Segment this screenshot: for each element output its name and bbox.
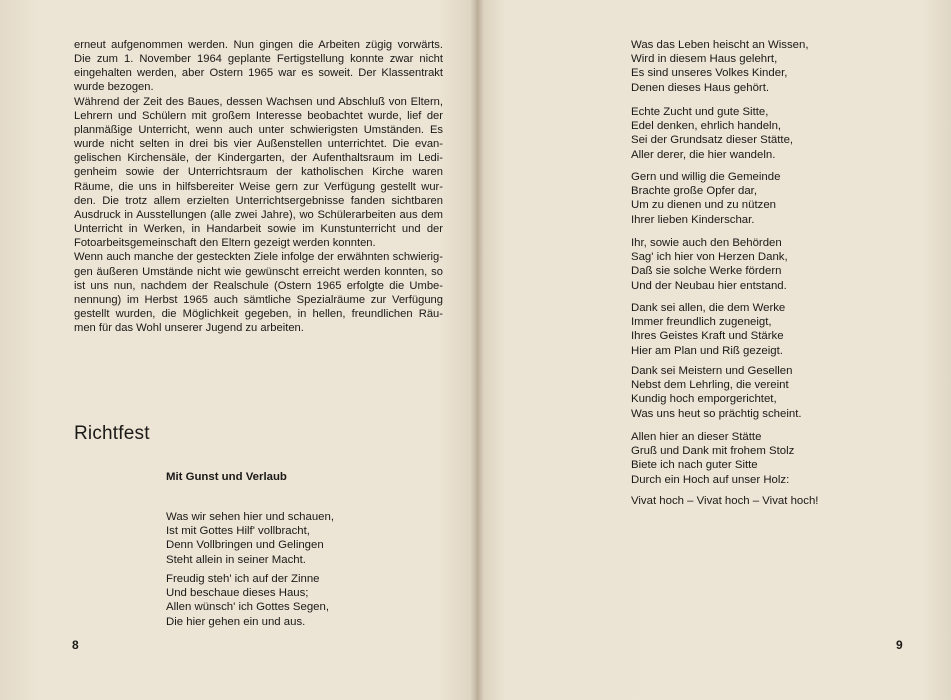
verse-line: Nebst dem Lehrling, die vereint [631, 379, 789, 392]
page-number-right: 9 [896, 638, 903, 652]
text-line: Die zum 1. November 1964 geplante Fertigstellung konnte zwar nicht [74, 53, 443, 66]
poem-stanza [631, 301, 785, 358]
text-line: Wenn auch manche der gesteckten Ziele infolge der erwähnten schwierig- [74, 251, 443, 264]
poem-stanza [631, 364, 802, 421]
text-line: genheim sowie der Unterrichtsraum der katholischen Kirche waren [74, 166, 443, 179]
verse-line: Und der Neubau hier entstand. [631, 279, 787, 292]
verse-line: Durch ein Hoch auf unser Holz: [631, 473, 790, 486]
text-line: nennung) im Herbst 1965 auch sämtliche Spezialräume zur Verfügung [74, 293, 443, 306]
poem-stanza [166, 510, 334, 567]
verse-line: Und beschaue dieses Haus; [166, 587, 309, 600]
verse-line: Brachte große Opfer dar, [631, 185, 757, 198]
verse-line: Ihres Geistes Kraft und Stärke [631, 330, 784, 343]
verse-line: Die hier gehen ein und aus. [166, 615, 306, 628]
text-line: gelischen Kirchensäle, der Kindergarten, der Aufenthaltsraum im Ledi- [74, 152, 443, 165]
text-line: gestellt wurden, die Möglichkeit gegeben, in hellen, freundlichen Räu- [74, 307, 443, 320]
verse-line: Biete ich nach guter Sitte [631, 459, 758, 472]
right-page [476, 0, 951, 700]
paragraph-outlook [74, 250, 443, 335]
verse-line: Was das Leben heischt an Wissen, [631, 39, 809, 51]
poem-stanza [631, 236, 788, 293]
poem-stanza [166, 572, 329, 629]
text-line: gen äußeren Umstände nicht wie gewünscht erreicht werden konnten, so [74, 265, 443, 278]
verse-line: Echte Zucht und gute Sitte, [631, 106, 769, 118]
verse-line: Was uns heut so prächtig scheint. [631, 407, 802, 420]
verse-line: Allen hier an dieser Stätte [631, 431, 762, 443]
verse-line: Dank sei Meistern und Gesellen [631, 365, 793, 377]
verse-line: Dank sei allen, die dem Werke [631, 302, 786, 314]
verse-line: Was wir sehen hier und schauen, [166, 511, 334, 523]
page-number-left: 8 [72, 638, 79, 652]
verse-line: Daß sie solche Werke fördern [631, 265, 782, 278]
verse-line: Freudig steh' ich auf der Zinne [166, 573, 320, 585]
poem-stanza [631, 105, 793, 162]
verse-line: Sei der Grundsatz dieser Stätte, [631, 134, 794, 147]
text-line: Fotoarbeitsgemeinschaft den Eltern gezeigt werden konnten. [74, 237, 376, 250]
poem-stanza [631, 38, 809, 95]
text-line: Ausdruck in Ausstellungen (alle zwei Jahre), wo Schülerarbeiten aus dem [74, 208, 443, 221]
poem-stanza [631, 170, 780, 227]
verse-line: Es sind unseres Volkes Kinder, [631, 67, 788, 80]
verse-line: Ist mit Gottes Hilf' vollbracht, [166, 525, 310, 538]
verse-line: Um zu dienen und zu nützen [631, 199, 777, 212]
verse-line: Gruß und Dank mit frohem Stolz [631, 445, 795, 458]
book-gutter [470, 0, 484, 700]
verse-line: Allen wünsch' ich Gottes Segen, [166, 601, 330, 614]
verse-line: Sag' ich hier von Herzen Dank, [631, 251, 788, 264]
verse-line: Edel denken, ehrlich handeln, [631, 120, 782, 133]
text-line: Räume, die uns in hilfsbereiter Weise gern zur Verfügung gestellt wur- [74, 180, 443, 193]
section-heading: Richtfest [74, 423, 150, 444]
text-line: Lehrern und Schülern mit großem Interesse beobachtet wurde, lief der [74, 109, 443, 122]
verse-line: Denn Vollbringen und Gelingen [166, 539, 324, 552]
verse-line: Ihrer lieben Kinderschar. [631, 213, 755, 226]
verse-line: Steht allein in seiner Macht. [166, 553, 306, 566]
verse-line: Hier am Plan und Riß gezeigt. [631, 344, 783, 357]
verse-line: Vivat hoch – Vivat hoch – Vivat hoch! [631, 495, 819, 507]
verse-line: Aller derer, die hier wandeln. [631, 148, 776, 161]
poem-stanza [631, 430, 794, 487]
verse-line: Immer freundlich zugeneigt, [631, 316, 772, 329]
paragraph-construction-period [74, 95, 443, 251]
paragraph-completion [74, 38, 443, 95]
text-line: ist uns nun, nachdem der Realschule (Ostern 1965 erfolgte die Umbe- [74, 279, 443, 292]
chronicle-text [74, 38, 443, 335]
text-line: erneut aufgenommen werden. Nun gingen die Arbeiten zügig vorwärts. [74, 39, 443, 51]
verse-line: Wird in diesem Haus gelehrt, [631, 53, 778, 66]
verse-line: Ihr, sowie auch den Behörden [631, 237, 782, 249]
text-line: Unterricht in Werken, in Handarbeit sowie im Kunstunterricht und der [74, 223, 443, 236]
verse-line: Kundig hoch emporgerichtet, [631, 393, 777, 406]
text-line: wurde nicht selten in drei bis vier Außenstellen unterrichtet. Die evan- [74, 138, 443, 151]
poem-closing [631, 494, 818, 508]
text-line: Während der Zeit des Baues, dessen Wachsen und Abschluß von Eltern, [74, 95, 443, 108]
verse-line: Denen dieses Haus gehört. [631, 81, 770, 94]
text-line: planmäßige Unterricht, wenn auch unter schwierigsten Umständen. Es [74, 123, 443, 136]
text-line: wurde bezogen. [74, 81, 154, 94]
poem-title: Mit Gunst und Verlaub [166, 471, 287, 483]
verse-line: Gern und willig die Gemeinde [631, 171, 781, 183]
text-line: eingehalten werden, aber Ostern 1965 war es soweit. Der Klassentrakt [74, 67, 443, 80]
text-line: den. Die trotz allem erzielten Unterrichtsergebnisse fanden sichtbaren [74, 194, 443, 207]
text-line: men für das Wohl unserer Jugend zu arbeiten. [74, 322, 304, 335]
